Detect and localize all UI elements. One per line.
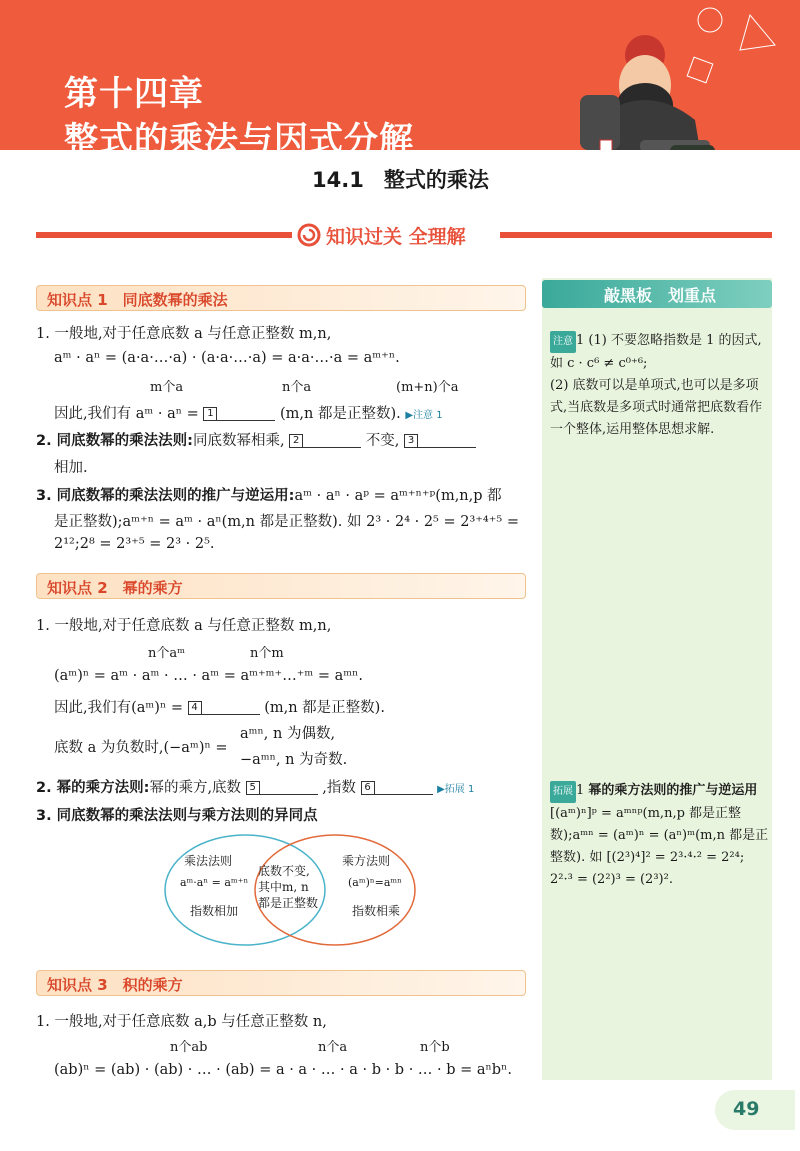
divider-left	[36, 232, 292, 238]
divider-title: 知识过关 全理解	[326, 226, 466, 248]
venn-left-title: 乘法法则	[184, 854, 233, 868]
blank-3-line[interactable]	[418, 434, 476, 448]
side-note	[550, 330, 770, 441]
kp1-item3-l3: 2¹²;2⁸ = 2³⁺⁵ = 2³ · 2⁵.	[54, 536, 215, 552]
venn-left-rule: 指数相加	[190, 904, 239, 918]
venn-right-formula: (aᵐ)ⁿ=aᵐⁿ	[348, 876, 402, 889]
section-number: 14.1	[312, 168, 364, 192]
kp2-case1: aᵐⁿ, n 为偶数,	[240, 726, 336, 742]
kp2-item2-mid: ,指数	[322, 780, 356, 796]
kp3-item1-intro: 1. 一般地,对于任意底数 a,b 与任意正整数 n,	[36, 1014, 327, 1030]
kp2-item2	[36, 776, 474, 797]
kp3-brace-a: n个a	[318, 1040, 348, 1055]
expand-point-2: 2²·³ = (2²)³ = (2³)².	[550, 872, 673, 887]
kp2-item3: 3. 同底数幂的乘法法则与乘方法则的异同点	[36, 808, 318, 824]
blank-6[interactable]: 6	[361, 781, 375, 795]
kp2-item1-intro: 1. 一般地,对于任意底数 a 与任意正整数 m,n,	[36, 618, 332, 634]
kp2-brace-top2: n个m	[250, 646, 284, 661]
section-name: 整式的乘法	[383, 168, 489, 192]
swirl-icon	[296, 222, 322, 248]
blank-1-line[interactable]	[217, 407, 275, 421]
kp2-conclusion-tail: (m,n 都是正整数).	[264, 700, 385, 716]
expand-ref[interactable]: ▶拓展 1	[437, 784, 475, 795]
blank-3[interactable]: 3	[404, 434, 418, 448]
conclusion-tail: (m,n 都是正整数).	[279, 406, 401, 422]
side-expand	[550, 780, 770, 891]
expand-point-1: [(aᵐ)ⁿ]ᵖ = aᵐⁿᵖ(m,n,p 都是正整数);aᵐⁿ = (aᵐ)ⁿ = (aⁿ)ᵐ(m,n 都是正整数). 如 [(2³)⁴]² = 2³·⁴·² = 2²⁴;	[550, 806, 769, 865]
kp2-header: 知识点 2 幂的乘方	[36, 573, 526, 599]
expand-title: 幂的乘方法则的推广与逆运用	[588, 783, 758, 798]
note-tag: 注意	[550, 331, 576, 353]
kp1-item2	[36, 429, 476, 450]
kp1-header: 知识点 1 同底数幂的乘法	[36, 285, 526, 311]
blank-4[interactable]: 4	[188, 701, 202, 715]
blank-2-line[interactable]	[303, 434, 361, 448]
kp2-case2: −aᵐⁿ, n 为奇数.	[240, 752, 348, 768]
kp2-conclusion-text: 因此,我们有(aᵐ)ⁿ =	[54, 700, 183, 716]
kp1-item3-l1	[36, 484, 502, 505]
venn-right-rule: 指数相乘	[352, 904, 401, 918]
item3-label: 3. 同底数幂的乘法法则的推广与逆运用:	[36, 488, 295, 504]
kp3-header: 知识点 3 积的乘方	[36, 970, 526, 996]
side-header: 敲黑板 划重点	[542, 280, 772, 308]
divider-right	[500, 232, 772, 238]
item2-label: 2. 同底数幂的乘法法则:	[36, 433, 193, 449]
kp2-item1-formula: (aᵐ)ⁿ = aᵐ · aᵐ · … · aᵐ = aᵐ⁺ᵐ⁺…⁺ᵐ = aᵐⁿ.	[54, 668, 364, 684]
cartoon-illustration	[540, 0, 800, 150]
blank-6-line[interactable]	[375, 781, 433, 795]
venn-left-formula: aᵐ·aⁿ = aᵐ⁺ⁿ	[180, 876, 249, 889]
kp1-item2-end: 相加.	[54, 460, 88, 476]
venn-mid-2: 其中m, n	[258, 880, 309, 894]
kp3-brace-ab: n个ab	[170, 1040, 208, 1055]
section-title	[312, 164, 509, 194]
chapter-number: 第十四章	[64, 74, 204, 114]
kp2-item2-label: 2. 幂的乘方法则:	[36, 780, 150, 796]
item3-line1: aᵐ · aⁿ · aᵖ = aᵐ⁺ⁿ⁺ᵖ(m,n,p 都	[294, 488, 502, 504]
blank-4-line[interactable]	[202, 701, 260, 715]
kp3-item1-formula: (ab)ⁿ = (ab) · (ab) · … · (ab) = a · a · … · a · b · b · … · b = aⁿbⁿ.	[54, 1062, 512, 1078]
kp1-item1-conclusion	[54, 402, 443, 423]
kp1-brace-m: m个a	[150, 380, 184, 395]
item2-mid: 不变,	[365, 433, 400, 449]
blank-1[interactable]: 1	[203, 407, 217, 421]
venn-right-title: 乘方法则	[342, 854, 391, 868]
kp1-brace-n: n个a	[282, 380, 312, 395]
note-point-2: (2) 底数可以是单项式,也可以是多项式,当底数是多项式时通常把底数看作一个整体,运用整体思想求解.	[550, 378, 763, 437]
expand-tag: 拓展	[550, 781, 576, 803]
kp1-item3-l2: 是正整数);aᵐ⁺ⁿ = aᵐ · aⁿ(m,n 都是正整数). 如 2³ · 2⁴ · 2⁵ = 2³⁺⁴⁺⁵ =	[54, 514, 519, 530]
blank-5-line[interactable]	[260, 781, 318, 795]
kp2-item1-conclusion	[54, 696, 385, 717]
expand-number: 1	[576, 783, 585, 798]
kp1-item1-intro: 1. 一般地,对于任意底数 a 与任意正整数 m,n,	[36, 326, 332, 342]
chapter-title: 整式的乘法与因式分解	[64, 120, 414, 160]
note-ref[interactable]: ▶注意 1	[405, 410, 443, 421]
item2-text: 同底数幂相乘,	[192, 433, 285, 449]
kp2-neg-base: 底数 a 为负数时,(−aᵐ)ⁿ =	[54, 740, 228, 756]
blank-2[interactable]: 2	[289, 434, 303, 448]
kp3-brace-b: n个b	[420, 1040, 450, 1055]
venn-mid-3: 都是正整数	[258, 896, 319, 910]
kp2-brace-top1: n个aᵐ	[148, 646, 186, 661]
kp2-item2-text: 幂的乘方,底数	[149, 780, 242, 796]
kp1-brace-mn: (m+n)个a	[396, 380, 459, 395]
venn-mid-1: 底数不变,	[258, 864, 310, 878]
note-number: 1	[576, 333, 585, 348]
note-point-1: (1) 不要忽略指数是 1 的因式,如 c · c⁶ ≠ c⁰⁺⁶;	[550, 333, 762, 371]
page-number: 49	[715, 1090, 795, 1130]
kp1-item1-formula: aᵐ · aⁿ = (a·a·…·a) · (a·a·…·a) = a·a·…·a = aᵐ⁺ⁿ.	[54, 350, 400, 366]
blank-5[interactable]: 5	[246, 781, 260, 795]
conclusion-text: 因此,我们有 aᵐ · aⁿ =	[54, 406, 199, 422]
